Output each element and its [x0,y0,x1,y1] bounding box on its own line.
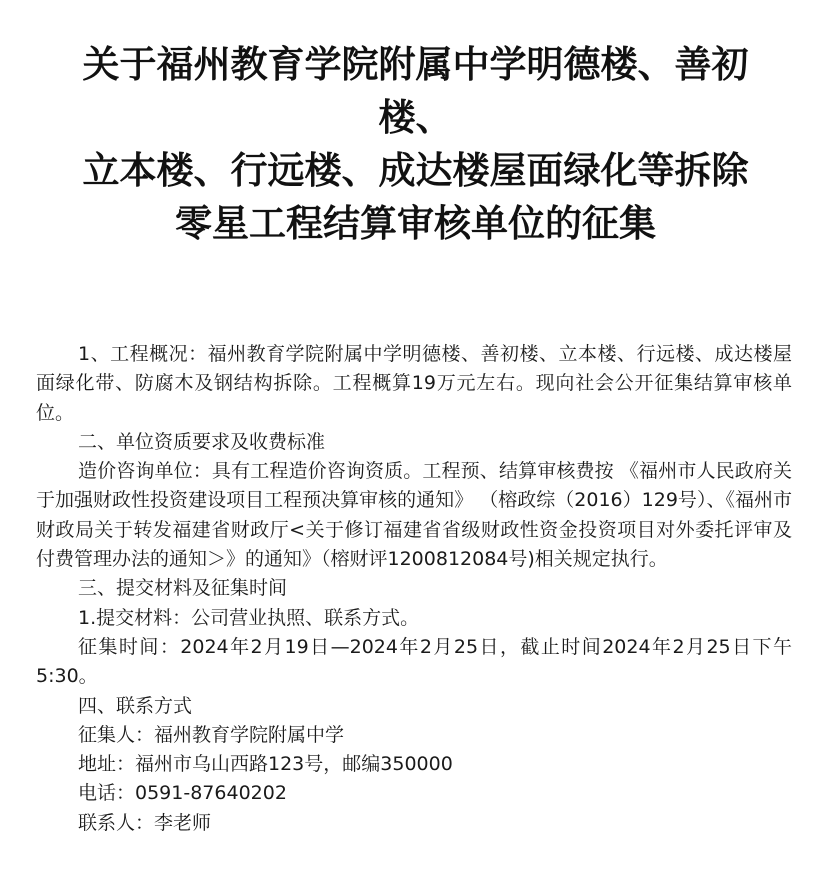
collection-time-paragraph: 征集时间：2024年2月19日—2024年2月25日，截止时间2024年2月25日下午5:30。 [36,635,792,688]
materials-paragraph: 1.提交材料：公司营业执照、联系方式。 [78,606,420,629]
contact-collector: 征集人：福州教育学院附属中学 [78,723,345,746]
project-overview-paragraph: 1、工程概况：福州教育学院附属中学明德楼、善初楼、立本楼、行远楼、成达楼屋面绿化带、防腐木及钢结构拆除。工程概算19万元左右。现向社会公开征集结算审核单位。 [36,343,792,424]
contact-person: 联系人：李老师 [78,811,212,834]
document-body [36,340,792,838]
section-heading-contact: 四、联系方式 [78,694,193,717]
contact-address: 地址：福州市乌山西路123号，邮编350000 [78,753,453,776]
contact-phone: 电话：0591-87640202 [78,782,287,805]
qualification-paragraph: 造价咨询单位：具有工程造价咨询资质。工程预、结算审核费按 《福州市人民政府关于加强财政性投资建设项目工程预决算审核的通知》 （榕政综（2016）129号）、《福州市财政局关于转发福建省财政厅<关于修订福建省省级财政性资金投资项目对外委托评审及付费管理办法的通知＞》的通知》（榕财评1200812084号)相关规定执行。 [36,460,792,571]
title-line-2: 楼、 [378,96,453,139]
title-line-3: 立本楼、行远楼、成达楼屋面绿化等拆除 [82,149,749,192]
title-line-4: 零星工程结算审核单位的征集 [175,202,656,245]
section-heading-qualification: 二、单位资质要求及收费标准 [78,430,326,453]
title-line-1: 关于福州教育学院附属中学明德楼、善初 [82,43,749,86]
document-title [40,38,791,250]
section-heading-materials: 三、提交材料及征集时间 [78,577,288,600]
